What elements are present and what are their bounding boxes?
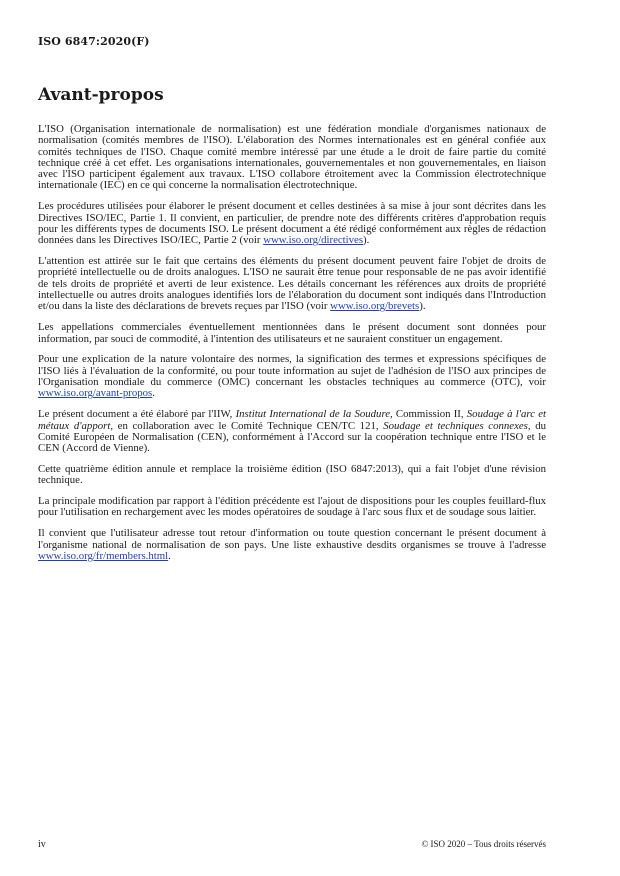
paragraph-patents: L'attention est attirée sur le fait que certains des éléments du présent document peuvent faire l'objet de droits de propriété intellectuelle ou de droits analogues. L'ISO ne saurait être tenue pour responsable de ne pas avoir identifié de tels droits de propriété et averti de leur existence. Les détails concernant les références aux droits de propriété intellectuelle ou autres droits analogues identifiés lors de l'élaboration du document sont indiqués dans l'Introduction et/ou dans la liste des déclarations de brevets reçues par l'ISO (voir www.iso.org/brevets).: [38, 255, 546, 313]
paragraph-prepared-by: Le présent document a été élaboré par l'IIW, Institut International de la Soudure, Commission II, Soudage à l'arc et métaux d'apport, en collaboration avec le Comité Technique CEN/TC 121, Soudage et techniques connexes, du Comité Européen de Normalisation (CEN), conformément à l'Accord sur la coopération technique entre l'ISO et le CEN (Accord de Vienne).: [38, 408, 546, 455]
members-link[interactable]: www.iso.org/fr/members.html: [38, 549, 169, 562]
foreword-body: [38, 124, 546, 572]
page-number: iv: [38, 839, 46, 850]
page-title: Avant-propos: [38, 85, 164, 105]
directives-link[interactable]: www.iso.org/directives: [263, 234, 364, 247]
paragraph-changes: La principale modification par rapport à l'édition précédente est l'ajout de dispositions pour les couples feuillard-flux pour l'utilisation en rechargement avec les modes opératoires de soudage à l'arc sous flux et de soudage sous laitier.: [38, 495, 546, 519]
foreword-link[interactable]: www.iso.org/avant-propos: [38, 387, 153, 400]
paragraph-iso-intro: L'ISO (Organisation internationale de normalisation) est une fédération mondiale d'organismes nationaux de normalisation (comités membres de l'ISO). L'élaboration des Normes internationales est en général confiée aux comités techniques de l'ISO. Chaque comité membre intéressé par une étude a le droit de faire partie du comité technique créé à cet effet. Les organisations internationales, gouvernementales et non gouvernementales, en liaison avec l'ISO participent également aux travaux. L'ISO collabore étroitement avec la Commission électrotechnique internationale (IEC) en ce qui concerne la normalisation électrotechnique.: [38, 123, 546, 192]
copyright-notice: © ISO 2020 – Tous droits réservés: [421, 839, 546, 849]
patents-link[interactable]: www.iso.org/brevets: [330, 300, 420, 313]
paragraph-feedback: Il convient que l'utilisateur adresse tout retour d'information ou toute question concernant le présent document à l'organisme national de normalisation de son pays. Une liste exhaustive desdits organismes se trouve à l'adresse www.iso.org/fr/members.html.: [38, 527, 546, 562]
paragraph-voluntary-nature: Pour une explication de la nature volontaire des normes, la signification des termes et expressions spécifiques de l'ISO liés à l'évaluation de la conformité, ou pour toute information au sujet de l'adhésion de l'ISO aux principes de l'Organisation mondiale du commerce (OMC) concernant les obstacles techniques au commerce (OTC), voir www.iso.org/avant-propos.: [38, 353, 546, 400]
paragraph-edition: Cette quatrième édition annule et remplace la troisième édition (ISO 6847:2013), qui a fait l'objet d'une révision technique.: [38, 462, 546, 487]
paragraph-trade-names: Les appellations commerciales éventuellement mentionnées dans le présent document sont données pour information, par souci de commodité, à l'intention des utilisateurs et ne sauraient constituer un engagement.: [38, 321, 546, 345]
document-id: ISO 6847:2020(F): [38, 35, 150, 48]
paragraph-procedures: Les procédures utilisées pour élaborer le présent document et celles destinées à sa mise à jour sont décrites dans les Directives ISO/IEC, Partie 1. Il convient, en particulier, de prendre note des différents critères d'approbation requis pour les différents types de documents ISO. Le présent document a été rédigé conformément aux règles de rédaction données dans les Directives ISO/IEC, Partie 2 (voir www.iso.org/directives).: [38, 200, 546, 247]
